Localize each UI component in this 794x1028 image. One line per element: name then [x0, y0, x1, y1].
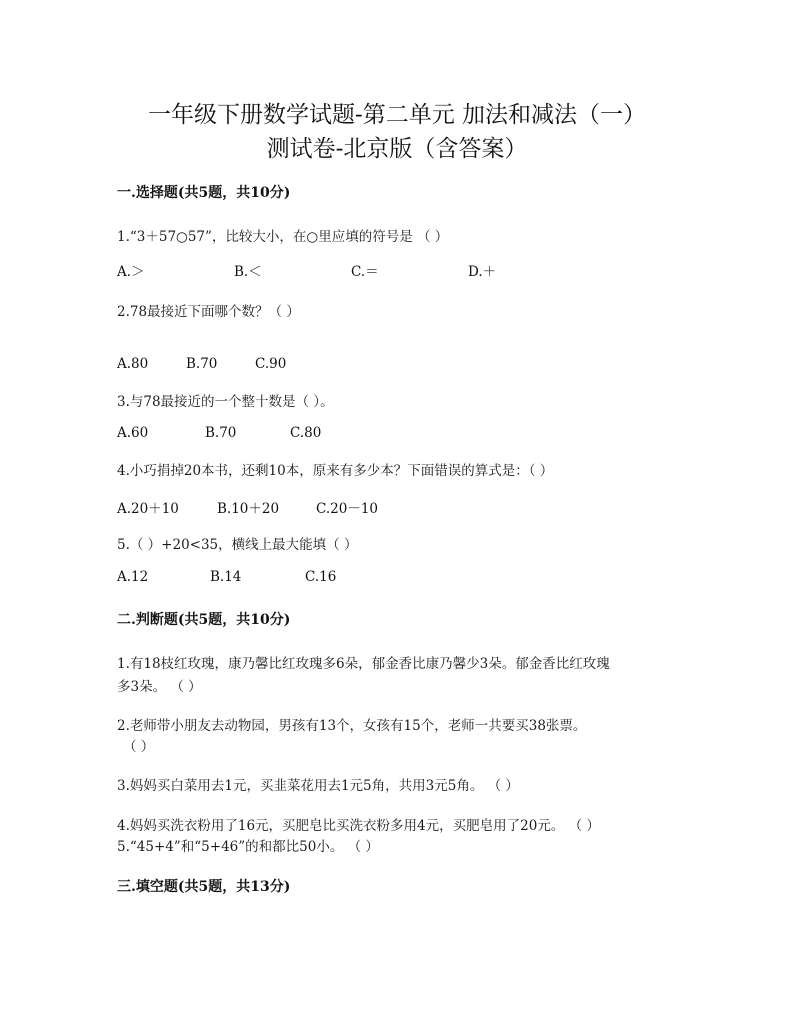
choice-option: B.＜	[234, 264, 262, 280]
judge-question-3: 3.妈妈买白菜用去1元，买韭菜花用去1元5角，共用3元5角。 （ ）	[117, 778, 519, 794]
judge-question-1-line2: 多3朵。 （ ）	[117, 679, 202, 695]
document-title-line2: 测试卷-北京版（含答案）	[266, 136, 528, 162]
judge-question-2-line2: （ ）	[123, 739, 155, 755]
document-title-line1: 一年级下册数学试题-第二单元 加法和减法（一）	[147, 102, 647, 128]
section-heading-fill: 三.填空题(共5题，共13分)	[117, 879, 291, 895]
judge-question-1-line1: 1.有18枝红玫瑰，康乃馨比红玫瑰多6朵，郁金香比康乃馨少3朵。郁金香比红玫瑰	[117, 656, 610, 672]
choice-question-5: 5.（ ）+20<35，横线上最大能填（ ）	[117, 537, 358, 553]
judge-question-5: 5.“45+4”和“5+46”的和都比50小。 （ ）	[117, 839, 379, 855]
choice-option: C.16	[305, 569, 337, 585]
section-heading-choice: 一.选择题(共5题，共10分)	[117, 185, 291, 201]
choice-option: B.70	[186, 356, 218, 372]
choice-option: B.14	[210, 569, 242, 585]
choice-option: C.＝	[351, 264, 379, 280]
choice-option: A.12	[117, 569, 149, 585]
choice-option: C.90	[255, 356, 287, 372]
judge-question-2-line1: 2.老师带小朋友去动物园，男孩有13个，女孩有15个，老师一共要买38张票。	[117, 718, 587, 734]
choice-question-1: 1.“3＋57○57”，比较大小，在○里应填的符号是 （ ）	[117, 229, 449, 245]
choice-question-4: 4.小巧捐掉20本书，还剩10本，原来有多少本？下面错误的算式是：（ ）	[117, 463, 554, 479]
judge-question-4: 4.妈妈买洗衣粉用了16元，买肥皂比买洗衣粉多用4元，买肥皂用了20元。 （ ）	[117, 818, 600, 834]
choice-option: A.60	[117, 425, 149, 441]
choice-option: B.70	[205, 425, 237, 441]
choice-option: D.＋	[468, 264, 497, 280]
choice-question-2: 2.78最接近下面哪个数？（ ）	[117, 304, 300, 320]
choice-question-3: 3.与78最接近的一个整十数是（ ）。	[117, 394, 334, 410]
choice-option: A.80	[117, 356, 149, 372]
choice-option: A.20＋10	[117, 501, 179, 517]
choice-option: B.10＋20	[217, 501, 280, 517]
choice-option: C.80	[290, 425, 322, 441]
choice-option: A.＞	[117, 264, 145, 280]
section-heading-judge: 二.判断题(共5题，共10分)	[117, 612, 291, 628]
choice-option: C.20－10	[316, 501, 378, 517]
